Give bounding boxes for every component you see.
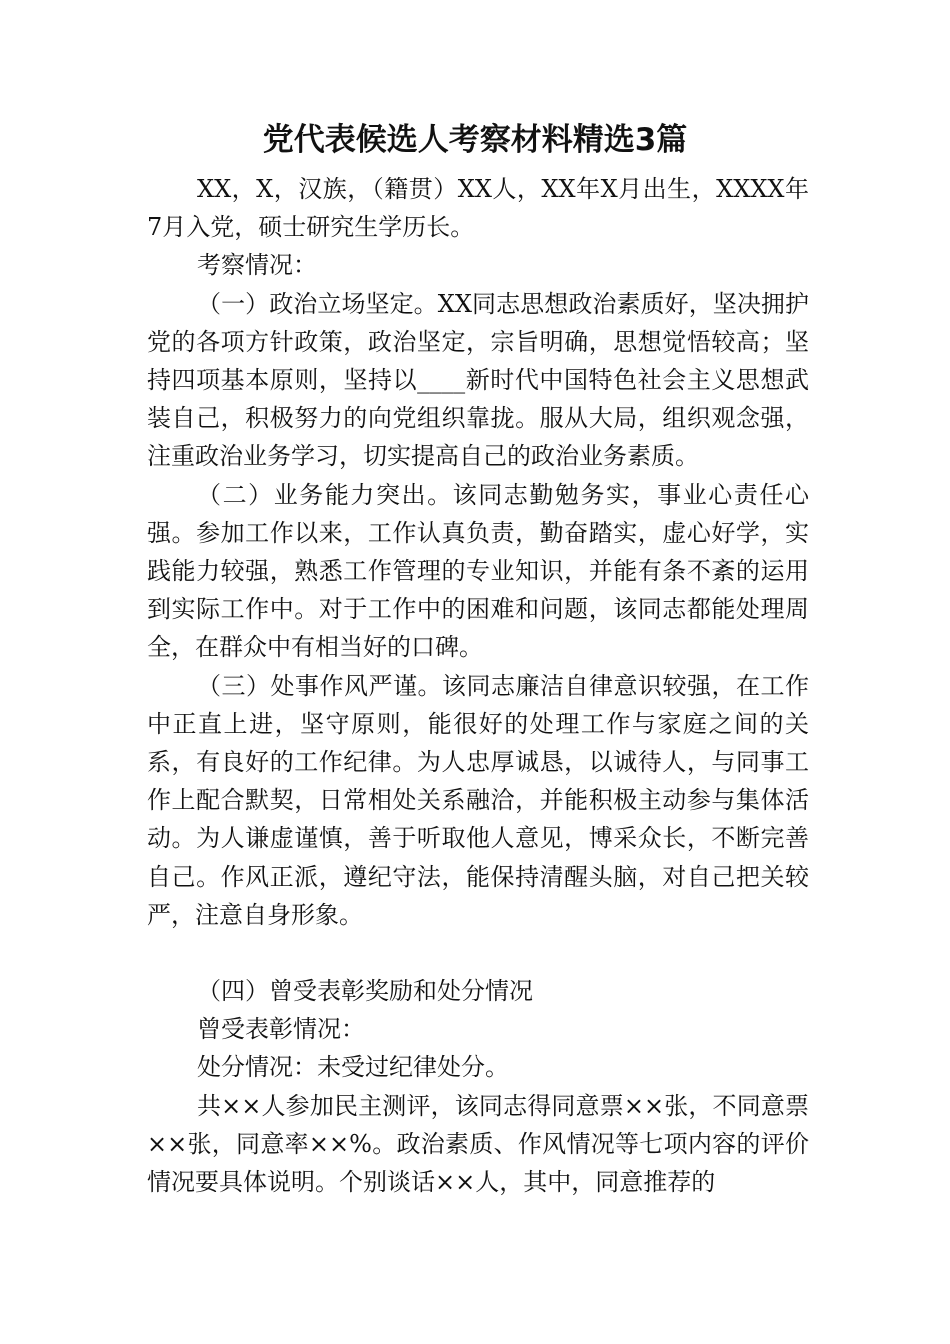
paragraph-evaluation: 共××人参加民主测评，该同志得同意票××张，不同意票××张，同意率××%。政治素质、作风情况等七项内容的评价情况要具体说明。个别谈话××人，其中，同意推荐的 <box>147 1091 809 1197</box>
document-title: 党代表候选人考察材料精选3篇 <box>262 122 688 158</box>
paragraph-inspection-heading: 考察情况： <box>197 251 317 280</box>
paragraph-awards: 曾受表彰情况： <box>197 1015 365 1044</box>
paragraph-discipline: 处分情况：未受过纪律处分。 <box>197 1053 509 1082</box>
paragraph-awards-heading: （四）曾受表彰奖励和处分情况 <box>197 977 533 1006</box>
paragraph-spacer <box>147 934 809 972</box>
paragraph-political-stance: （一）政治立场坚定。XX同志思想政治素质好，坚决拥护党的各项方针政策，政治坚定，宗旨明确，思想觉悟较高；坚持四项基本原则，坚持以____新时代中国特色社会主义思想武装自己，积极努力的向党组织靠拢。服从大局，组织观念强，注重政治业务学习，切实提高自己的政治业务素质。 <box>147 289 809 471</box>
paragraph-work-style: （三）处事作风严谨。该同志廉洁自律意识较强，在工作中正直上进，坚守原则，能很好的处理工作与家庭之间的关系，有良好的工作纪律。为人忠厚诚恳，以诚待人，与同事工作上配合默契，日常相处关系融洽，并能积极主动参与集体活动。为人谦虚谨慎，善于听取他人意见，博采众长，不断完善自己。作风正派，遵纪守法，能保持清醒头脑，对自己把关较严，注意自身形象。 <box>147 671 809 929</box>
paragraph-intro: XX，X，汉族，（籍贯）XX人，XX年X月出生，XXXX年7月入党，硕士研究生学历长。 <box>147 175 809 242</box>
document-body <box>147 170 809 1201</box>
paragraph-work-ability: （二）业务能力突出。该同志勤勉务实，事业心责任心强。参加工作以来，工作认真负责，勤奋踏实，虚心好学，实践能力较强，熟悉工作管理的专业知识，并能有条不紊的运用到实际工作中。对于工作中的困难和问题，该同志都能处理周全，在群众中有相当好的口碑。 <box>147 480 809 662</box>
